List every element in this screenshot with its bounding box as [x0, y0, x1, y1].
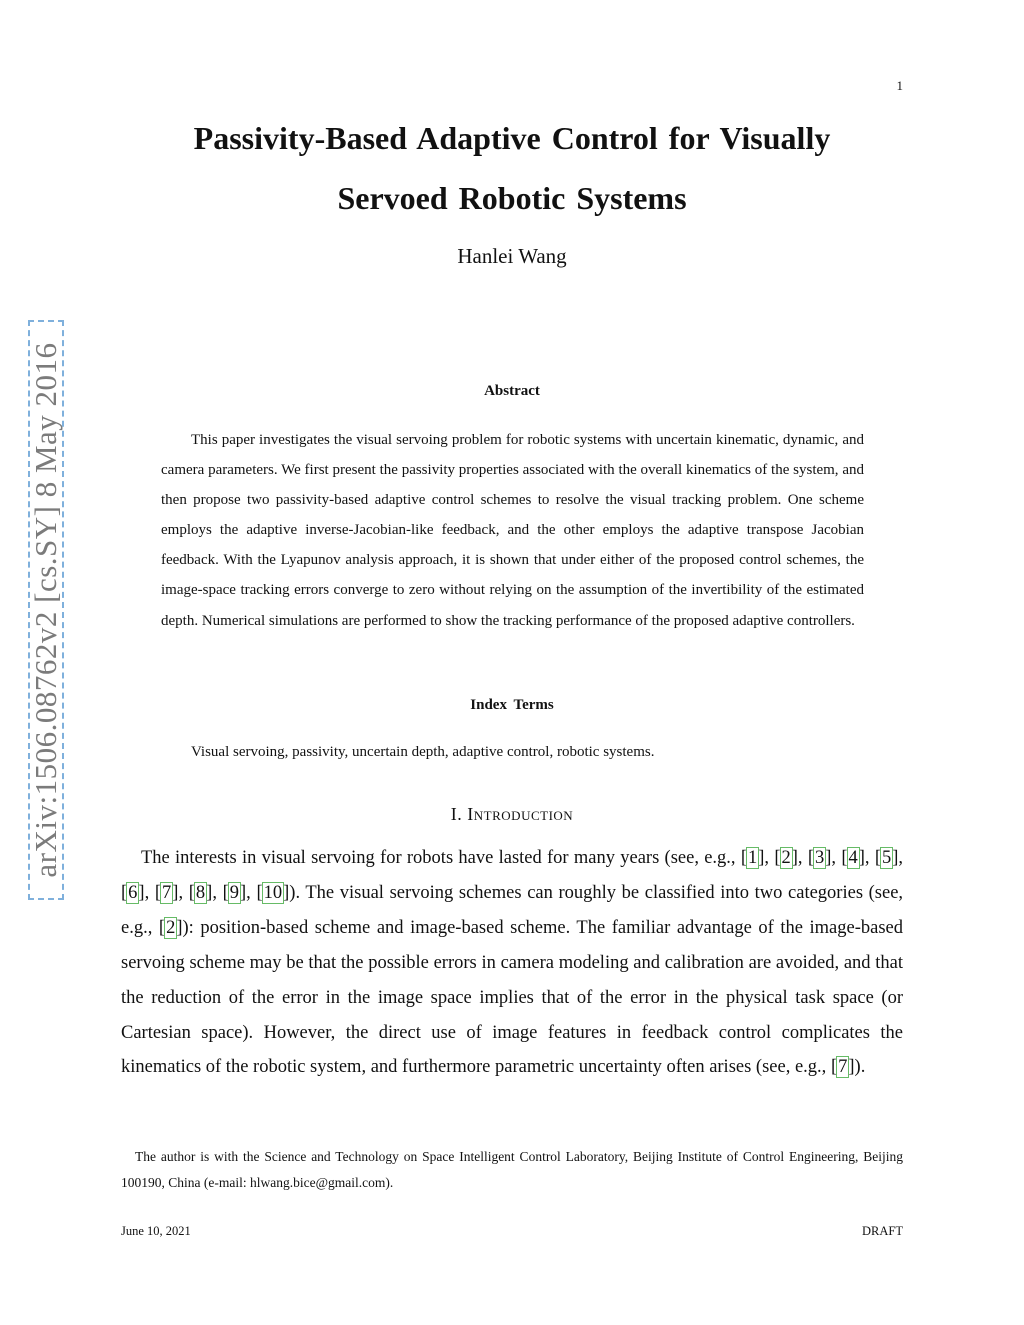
title-line-2: Servoed Robotic Systems: [337, 180, 687, 216]
citation-3: [3]: [807, 848, 832, 868]
paper-title: [0, 108, 1024, 228]
intro-text-3: ): position-based scheme and image-based scheme. The familiar advantage of the image-based servoing scheme may be that the possible errors in camera modeling and calibration are avoided, and that the reduction of the error in the image space implies that of the error in the physical task space (or Cartesian space). However, the direct use of image features in feedback control complicates the kinematics of the robotic system, and furthermore parametric uncertainty often arises (see, e.g.,: [121, 917, 903, 1078]
index-terms-heading: Index Terms: [470, 697, 554, 713]
citation-1: [1]: [740, 848, 765, 868]
citation-10: [10]: [256, 882, 290, 903]
section-heading-introduction: [0, 804, 1024, 825]
citation-7b: [7]: [830, 1057, 855, 1078]
footer-draft-label: DRAFT: [862, 1224, 903, 1238]
footer-date: June 10, 2021: [121, 1224, 191, 1238]
abstract-text: This paper investigates the visual servoing problem for robotic systems with uncertain kinematic, dynamic, and camera parameters. We first present the passivity properties associated with the overall kinematics of the system, and then propose two passivity-based adaptive control schemes to resolve the visual tracking problem. One scheme employs the adaptive inverse-Jacobian-like feedback, and the other employs the adaptive transpose Jacobian feedback. With the Lyapunov analysis approach, it is shown that under either of the proposed control schemes, the image-space tracking errors converge to zero without relying on the assumption of the invertibility of the estimated depth. Numerical simulations are performed to show the tracking performance of the proposed adaptive controllers.: [161, 432, 864, 629]
citation-2: [2]: [774, 848, 798, 868]
author-name: Hanlei Wang: [457, 244, 567, 268]
section-title: Introduction: [467, 804, 574, 824]
citation-8: [8]: [188, 882, 213, 903]
arxiv-identifier[interactable]: arXiv:1506.08762v2 [cs.SY] 8 May 2016: [28, 342, 63, 878]
intro-text-2: ). The visual servoing schemes can roughly be classified into two categories (see, e.g.,: [121, 882, 904, 938]
citation-4: [4]: [841, 848, 865, 868]
citation-6: [6]: [121, 882, 145, 903]
citation-2b: [2]: [158, 917, 183, 938]
citation-7: [7]: [154, 882, 179, 903]
index-terms-text: Visual servoing, passivity, uncertain depth, adaptive control, robotic systems.: [191, 744, 655, 760]
citation-5: [5]: [874, 848, 899, 868]
page-number: 1: [896, 78, 903, 93]
introduction-paragraph: The interests in visual servoing for robots have lasted for many years (see, e.g., [1], [2], [3], [4], [5], [6], [7], [8], [9], [10]). The visual servoing schemes can roughly be classified into two categories (see, e.g., [2]): position-based scheme and image-based scheme. The familiar advantage of the image-based servoing scheme may be that the possible errors in camera modeling and calibration are avoided, and that the reduction of the error in the image space implies that of the error in the physical task space (or Cartesian space). However, the direct use of image features in feedback control complicates the kinematics of the robotic system, and furthermore parametric uncertainty often arises (see, e.g., [7]).: [121, 848, 904, 1078]
intro-text-1: The interests in visual servoing for robots have lasted for many years (see, e.g.,: [141, 848, 741, 868]
intro-text-4: ).: [854, 1057, 866, 1078]
title-line-1: Passivity-Based Adaptive Control for Visually: [193, 120, 831, 156]
author-footnote: The author is with the Science and Technology on Space Intelligent Control Laboratory, Beijing Institute of Control Engineering, Beijing 100190, China (e-mail: hlwang.bice@gmail.com).: [121, 1149, 903, 1190]
citation-9: [9]: [222, 882, 247, 903]
section-number: I.: [450, 804, 463, 824]
abstract-heading: Abstract: [484, 383, 540, 399]
